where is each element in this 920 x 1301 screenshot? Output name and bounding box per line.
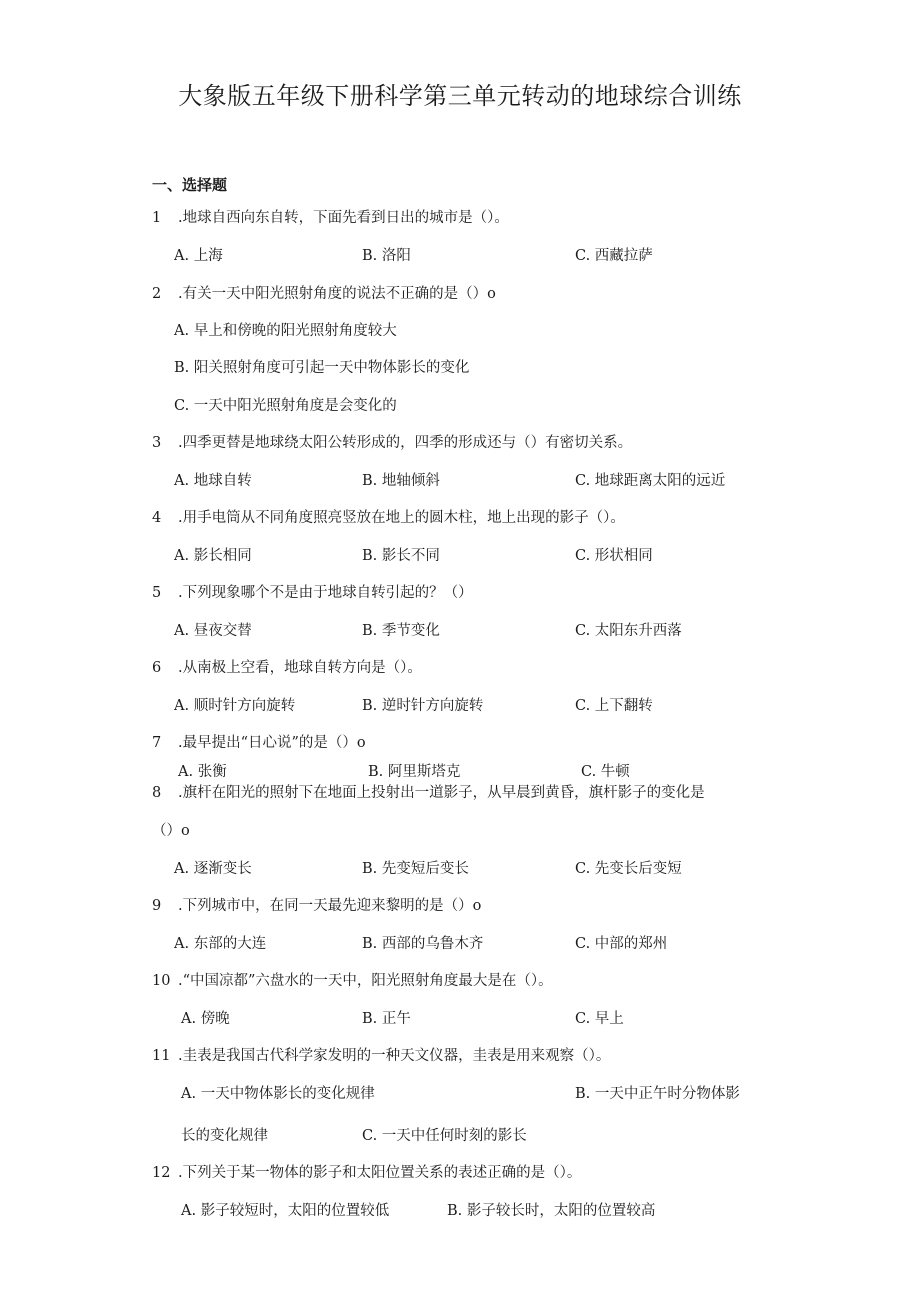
option-b: B. 影子较长时，太阳的位置较高 — [447, 1203, 656, 1219]
question-2 — [152, 282, 496, 303]
option-b-continued: 长的变化规律 — [181, 1128, 268, 1144]
option-b: B. 季节变化 — [362, 623, 440, 639]
question-text: .旗杆在阳光的照射下在地面上投射出一道影子，从早晨到黄昏，旗杆影子的变化是 — [178, 785, 705, 801]
option-a: A. 上海 — [174, 248, 223, 264]
question-text: .最早提出“日心说”的是（）o — [178, 735, 366, 751]
option-c: C. 先变长后变短 — [575, 861, 682, 877]
option-c: C. 牛顿 — [581, 764, 630, 780]
question-8-continued: （）o — [152, 823, 190, 839]
question-8 — [152, 781, 705, 802]
option-b: B. 西部的乌鲁木齐 — [362, 936, 484, 952]
question-number: 9 — [152, 898, 162, 914]
question-5 — [152, 581, 473, 602]
option-b: B. 逆时针方向旋转 — [362, 698, 484, 714]
option-a: A. 一天中物体影长的变化规律 — [181, 1086, 375, 1102]
question-1 — [152, 206, 509, 227]
question-text: .地球自西向东自转，下面先看到日出的城市是（）。 — [178, 210, 509, 226]
question-12 — [152, 1161, 581, 1182]
question-number: 5 — [152, 585, 162, 601]
option-a: A. 东部的大连 — [174, 936, 267, 952]
question-11 — [152, 1044, 610, 1065]
question-7 — [152, 731, 366, 752]
question-text: .从南极上空看，地球自转方向是（）。 — [178, 660, 422, 676]
question-3 — [152, 431, 632, 452]
question-text: .有关一天中阳光照射角度的说法不正确的是（）o — [178, 286, 496, 302]
option-b: B. 地轴倾斜 — [362, 473, 440, 489]
question-text: .“中国凉都”六盘水的一天中，阳光照射角度最大是在（）。 — [178, 973, 553, 989]
option-b: B. 影长不同 — [362, 548, 440, 564]
question-text: .下列关于某一物体的影子和太阳位置关系的表述正确的是（）。 — [178, 1165, 582, 1181]
option-a: A. 昼夜交替 — [174, 623, 252, 639]
option-c: C. 西藏拉萨 — [575, 248, 653, 264]
question-text: .下列现象哪个不是由于地球自转引起的？（） — [178, 585, 473, 601]
question-number: 4 — [152, 510, 162, 526]
option-c: C. 太阳东升西落 — [575, 623, 682, 639]
question-number: 7 — [152, 735, 162, 751]
option-c: C. 中部的郑州 — [575, 936, 668, 952]
option-c: C. 上下翻转 — [575, 698, 653, 714]
section-heading: 一、选择题 — [152, 176, 228, 194]
question-number: 8 — [152, 785, 162, 801]
option-a: A. 影长相同 — [174, 548, 252, 564]
option-b: B. 阿里斯塔克 — [368, 764, 461, 780]
option-b: B. 洛阳 — [362, 248, 411, 264]
question-number: 10 — [152, 973, 171, 989]
question-9 — [152, 894, 481, 915]
question-number: 6 — [152, 660, 162, 676]
option-a: A. 影子较短时，太阳的位置较低 — [181, 1203, 390, 1219]
question-number: 12 — [152, 1165, 171, 1181]
option-c: C. 一天中阳光照射角度是会变化的 — [174, 398, 397, 414]
option-c: C. 早上 — [575, 1011, 624, 1027]
page-title: 大象版五年级下册科学第三单元转动的地球综合训练 — [178, 82, 742, 110]
question-4 — [152, 506, 625, 527]
question-number: 1 — [152, 210, 162, 226]
question-10 — [152, 969, 553, 990]
option-a: A. 顺时针方向旋转 — [174, 698, 296, 714]
question-text: .用手电筒从不同角度照亮竖放在地上的圆木柱，地上出现的影子（）。 — [178, 510, 625, 526]
question-number: 3 — [152, 435, 162, 451]
question-text: .四季更替是地球绕太阳公转形成的，四季的形成还与（）有密切关系。 — [178, 435, 633, 451]
question-6 — [152, 656, 422, 677]
option-c: C. 形状相同 — [575, 548, 653, 564]
option-a: A. 逐渐变长 — [174, 861, 252, 877]
question-text: .圭表是我国古代科学家发明的一种天文仪器，圭表是用来观察（）。 — [178, 1048, 611, 1064]
question-text: .下列城市中，在同一天最先迎来黎明的是（）o — [178, 898, 482, 914]
option-b: B. 一天中正午时分物体影 — [575, 1086, 740, 1102]
option-a: A. 张衡 — [178, 764, 227, 780]
option-c: C. 一天中任何时刻的影长 — [362, 1128, 527, 1144]
option-b: B. 正午 — [362, 1011, 411, 1027]
question-number: 2 — [152, 286, 162, 302]
option-b: B. 先变短后变长 — [362, 861, 469, 877]
option-a: A. 早上和傍晚的阳光照射角度较大 — [174, 323, 397, 339]
option-a: A. 傍晚 — [181, 1011, 230, 1027]
option-b: B. 阳关照射角度可引起一天中物体影长的变化 — [174, 360, 470, 376]
option-c: C. 地球距离太阳的远近 — [575, 473, 726, 489]
option-a: A. 地球自转 — [174, 473, 252, 489]
question-number: 11 — [152, 1048, 171, 1064]
